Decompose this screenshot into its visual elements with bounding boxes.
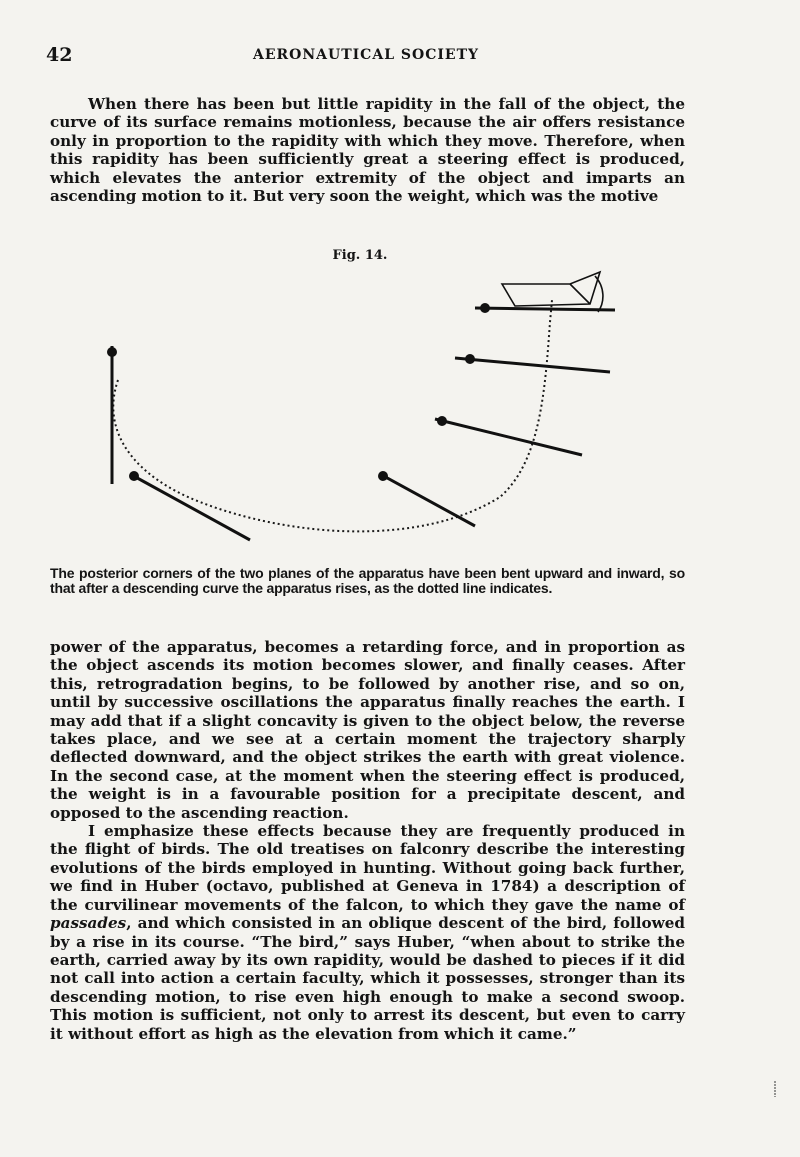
page-header bbox=[46, 44, 686, 70]
apparatus-sketch bbox=[502, 272, 603, 312]
plane-4 bbox=[455, 358, 610, 372]
plane-4-weight bbox=[465, 354, 475, 364]
plane-3-weight bbox=[437, 416, 447, 426]
plane-2 bbox=[380, 474, 475, 526]
paragraph-3-part-1: I emphasize these effects because they are frequently produced in the flight of birds. The old treatises on falconry describe the interesting evolutions of the birds employed in hunting. Without going back further, we find in Huber (octavo, published at Geneva in 1784) a description of the curvilinear movements of the falcon, to which they gave the name of bbox=[50, 822, 685, 914]
italic-term-passades: passades bbox=[50, 914, 127, 933]
paragraph-1: When there has been but little rapidity in the fall of the object, the curve of its surface remains motionless, because the air offers resistance only in proportion to the rapidity with which they move. Therefore, when this rapidity has been sufficiently great a steering effect is produced, which elevates the anterior extremity of the object and imparts an ascending motion to it. But very soon the weight, which was the motive bbox=[50, 95, 685, 206]
plane-5 bbox=[475, 308, 615, 310]
plane-1-weight bbox=[129, 471, 139, 481]
body-text-top bbox=[50, 95, 685, 205]
plane-5-weight bbox=[480, 303, 490, 313]
dotted-trajectory bbox=[113, 300, 552, 531]
figure-14-illustration bbox=[90, 262, 650, 552]
plane-3 bbox=[435, 419, 582, 455]
paragraph-3-part-2: , and which consisted in an oblique descent of the bird, followed by a rise in its course. “The bird,” says Huber, “when about to strike the earth, carried away by its own rapidity, would be dashed to pieces if it did not call into action a certain faculty, which it possesses, stronger than its descending motion, to rise even high enough to make a second swoop. This motion is sufficient, not only to arrest its descent, but even to carry it without effort as high as the elevation from which it came.” bbox=[50, 914, 685, 1043]
paragraph-3 bbox=[50, 822, 685, 1043]
caption-text: The posterior corners of the two planes of the apparatus have been bent upward and inward, so that after a descending curve the apparatus rises, as the dotted line indicates. bbox=[50, 565, 685, 596]
plane-2-weight bbox=[378, 471, 388, 481]
body-text-bottom bbox=[50, 638, 685, 1043]
figure-label: Fig. 14. bbox=[332, 248, 388, 263]
paragraph-2: power of the apparatus, becomes a retarding force, and in proportion as the object ascends its motion becomes slower, and finally ceases. After this, retrogradation begins, to be followed by another rise, and so on, until by successive oscillations the apparatus finally reaches the earth. I may add that if a slight concavity is given to the object below, the reverse takes place, and we see at a certain moment the trajectory sharply deflected downward, and the object strikes the earth with great violence. In the second case, at the moment when the steering effect is produced, the weight is in a favourable position for a precipitate descent, and opposed to the ascending reaction. bbox=[50, 638, 685, 822]
running-title: AERONAUTICAL SOCIETY bbox=[252, 47, 479, 63]
margin-mark bbox=[770, 1080, 780, 1098]
figure-caption bbox=[50, 566, 685, 595]
plane-1 bbox=[130, 474, 250, 540]
page-number: 42 bbox=[46, 44, 73, 66]
start-plane-weight bbox=[107, 347, 117, 357]
